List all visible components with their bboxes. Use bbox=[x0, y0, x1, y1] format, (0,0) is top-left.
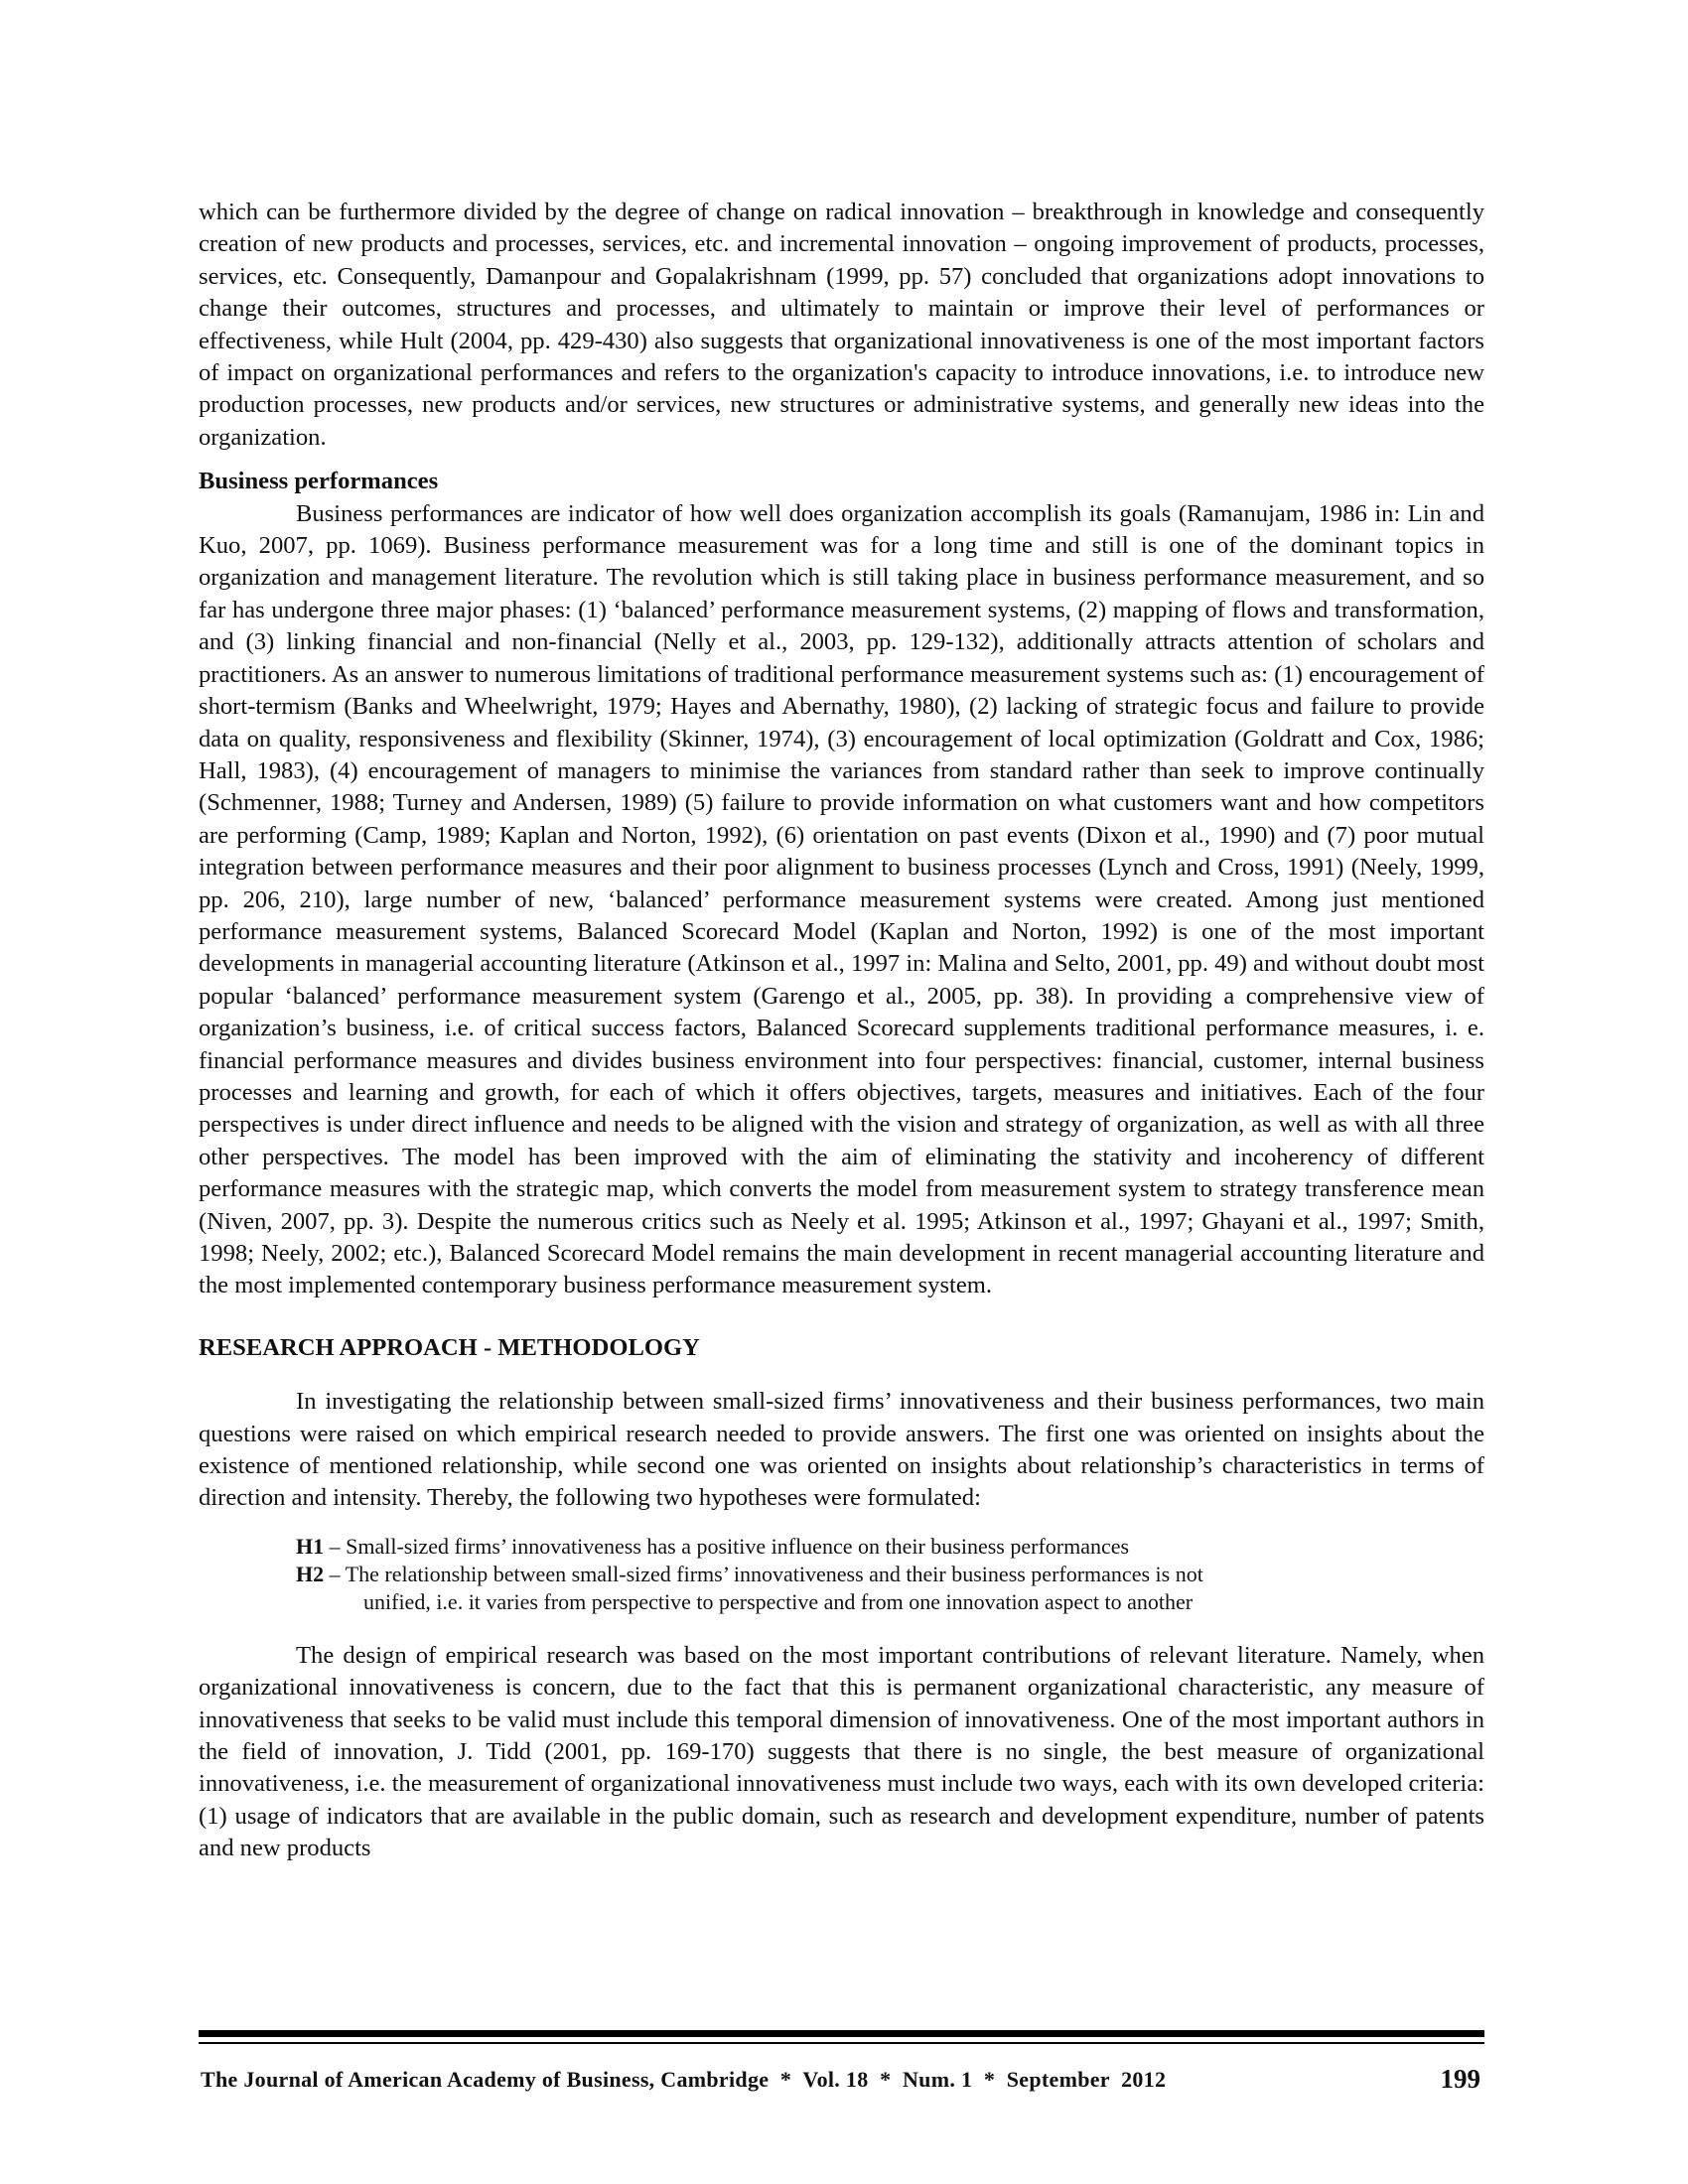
hypothesis-h1 bbox=[199, 1533, 1484, 1561]
hypothesis-text: – The relationship between small-sized firms’ innovativeness and their business performances is not bbox=[324, 1561, 1203, 1586]
hypothesis-label: H2 bbox=[296, 1561, 325, 1586]
page-body bbox=[199, 197, 1484, 1865]
paragraph-innovation: which can be furthermore divided by the degree of change on radical innovation – breakthrough in knowledge and consequently creation of new products and processes, services, etc. and incremental innovation – ongoing improvement of products, processes, services, etc. Consequently, Damanpour and Gopalakrishnam (1999, pp. 57) concluded that organizations adopt innovations to change their outcomes, structures and processes, and ultimately to maintain or improve their level of performances or effectiveness, while Hult (2004, pp. 429-430) also suggests that organizational innovativeness is one of the most important factors of impact on organizational performances and refers to the organization's capacity to introduce innovations, i.e. to introduce new production processes, new products and/or services, new structures or administrative systems, and generally new ideas into the organization. bbox=[199, 199, 1484, 451]
hypotheses-list bbox=[199, 1533, 1484, 1616]
hypothesis-h2-continuation: unified, i.e. it varies from perspective to perspective and from one innovation aspect to another bbox=[363, 1588, 1194, 1614]
paragraph-research-design: The design of empirical research was based on the most important contributions of relevant literature. Namely, when organizational innovativeness is concern, due to the fact that this is permanent organizational characteristic, any measure of innovativeness that seeks to be valid must include this temporal dimension of innovativeness. One of the most important authors in the field of innovation, J. Tidd (2001, pp. 169-170) suggests that there is no single, the best measure of organizational innovativeness, i.e. the measurement of organizational innovativeness must include two ways, each with its own developed criteria: (1) usage of indicators that are available in the public domain, such as research and development expenditure, number of patents and new products bbox=[199, 1641, 1484, 1862]
hypothesis-h2 bbox=[199, 1561, 1484, 1588]
section-heading-methodology: RESEARCH APPROACH - METHODOLOGY bbox=[199, 1333, 700, 1361]
footer-rule-thin bbox=[199, 2042, 1484, 2044]
page-footer bbox=[199, 2064, 1484, 2101]
page-number: 199 bbox=[1440, 2064, 1480, 2094]
hypothesis-label: H1 bbox=[296, 1533, 325, 1559]
footer-rule-thick bbox=[199, 2030, 1484, 2037]
hypothesis-text: – Small-sized firms’ innovativeness has a positive influence on their business performances bbox=[324, 1533, 1130, 1559]
paragraph-business-performances: Business performances are indicator of how well does organization accomplish its goals (Ramanujam, 1986 in: Lin and Kuo, 2007, pp. 1069). Business performance measurement was for a long time and still is one of the dominant topics in organization and management literature. The revolution which is still taking place in business performance measurement, and so far has undergone three major phases: (1) ‘balanced’ performance measurement systems, (2) mapping of flows and transformation, and (3) linking financial and non-financial (Nelly et al., 2003, pp. 129-132), additionally attracts attention of scholars and practitioners. As an answer to numerous limitations of traditional performance measurement systems such as: (1) encouragement of short-termism (Banks and Wheelwright, 1979; Hayes and Abernathy, 1980), (2) lacking of strategic focus and failure to provide data on quality, responsiveness and flexibility (Skinner, 1974), (3) encouragement of local optimization (Goldratt and Cox, 1986; Hall, 1983), (4) encouragement of managers to minimise the variances from standard rather than seek to improve continually (Schmenner, 1988; Turney and Andersen, 1989) (5) failure to provide information on what customers want and how competitors are performing (Camp, 1989; Kaplan and Norton, 1992), (6) orientation on past events (Dixon et al., 1990) and (7) poor mutual integration between performance measures and their poor alignment to business processes (Lynch and Cross, 1991) (Neely, 1999, pp. 206, 210), large number of new, ‘balanced’ performance measurement systems were created. Among just mentioned performance measurement systems, Balanced Scorecard Model (Kaplan and Norton, 1992) is one of the most important developments in managerial accounting literature (Atkinson et al., 1997 in: Malina and Selto, 2001, pp. 49) and without doubt most popular ‘balanced’ performance measurement system (Garengo et al., 2005, pp. 38). In providing a comprehensive view of organization’s business, i.e. of critical success factors, Balanced Scorecard supplements traditional performance measures, i. e. financial performance measures and divides business environment into four perspectives: financial, customer, internal business processes and learning and growth, for each of which it offers objectives, targets, measures and initiatives. Each of the four perspectives is under direct influence and needs to be aligned with the vision and strategy of organization, as well as with all three other perspectives. The model has been improved with the aim of eliminating the stativity and incoherency of different performance measures with the strategic map, which converts the model from measurement system to strategy transference mean (Niven, 2007, pp. 3). Despite the numerous critics such as Neely et al. 1995; Atkinson et al., 1997; Ghayani et al., 1997; Smith, 1998; Neely, 2002; etc.), Balanced Scorecard Model remains the main development in recent managerial accounting literature and the most implemented contemporary business performance measurement system. bbox=[199, 499, 1485, 1299]
subheading-business-performances: Business performances bbox=[199, 468, 439, 495]
footer-journal-citation: The Journal of American Academy of Business, Cambridge * Vol. 18 * Num. 1 * September 2012 bbox=[201, 2067, 1167, 2092]
paragraph-research-approach: In investigating the relationship between small-sized firms’ innovativeness and their business performances, two main questions were raised on which empirical research needed to provide answers. The first one was oriented on insights about the existence of mentioned relationship, while second one was oriented on insights about relationship’s characteristics in terms of direction and intensity. Thereby, the following two hypotheses were formulated: bbox=[199, 1388, 1484, 1512]
